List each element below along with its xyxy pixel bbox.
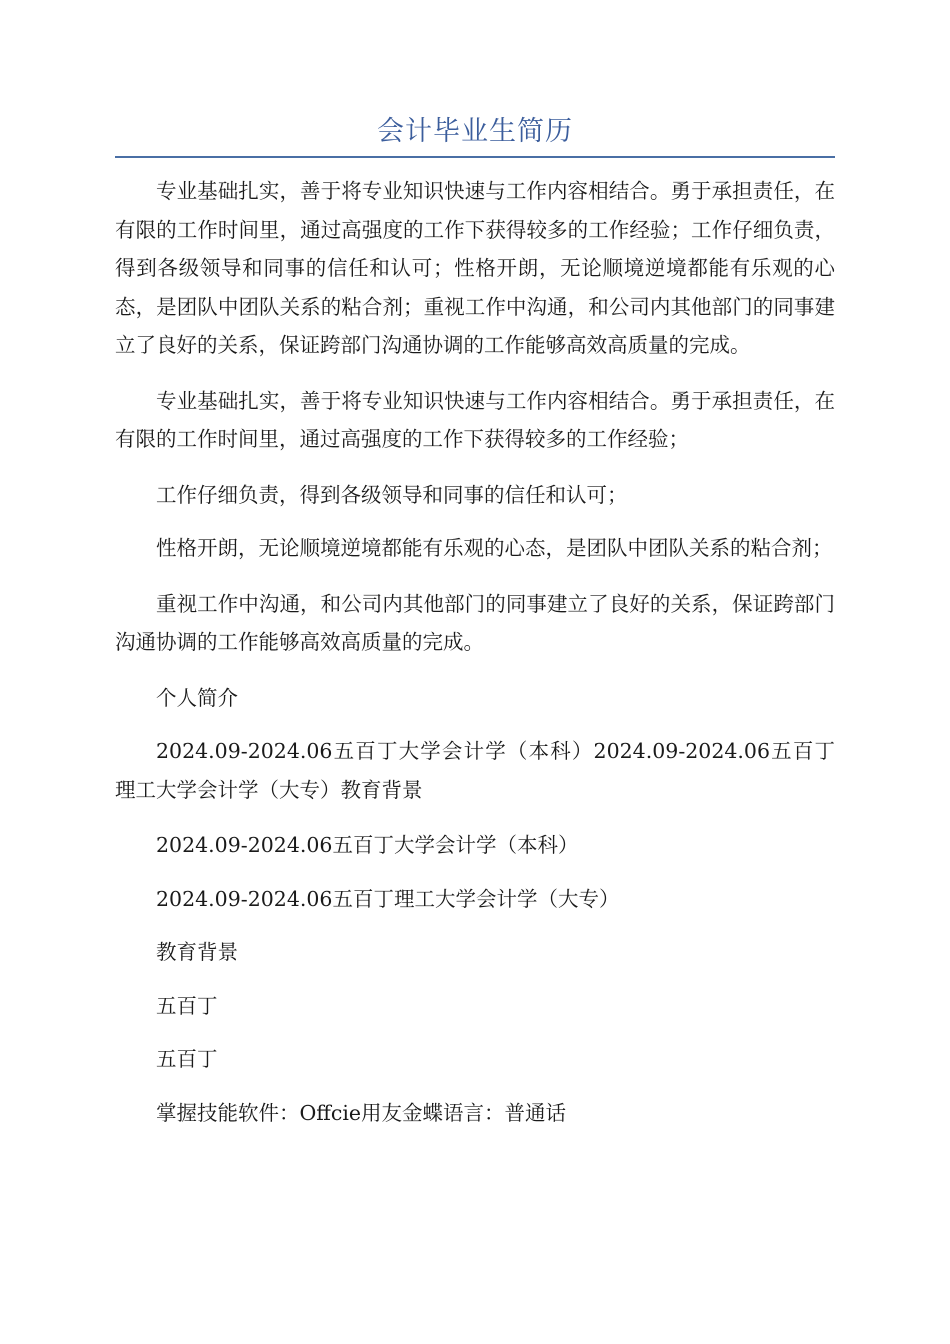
paragraph-communication: 重视工作中沟通，和公司内其他部门的同事建立了良好的关系，保证跨部门沟通协调的工作能够高效高质量的完成。 <box>115 591 835 654</box>
page-title: 会计毕业生简历 <box>377 116 573 147</box>
section-heading-education: 教育背景 <box>156 940 238 964</box>
name-line: 五百丁 <box>156 1047 218 1071</box>
paragraph-diligence: 工作仔细负责，得到各级领导和同事的信任和认可； <box>156 482 628 507</box>
summary-paragraph: 专业基础扎实，善于将专业知识快速与工作内容相结合。勇于承担责任，在有限的工作时间里，通过高强度的工作下获得较多的工作经验；工作仔细负责，得到各级领导和同事的信任和认可；性格开朗，无论顺境逆境都能有乐观的心态，是团队中团队关系的粘合剂；重视工作中沟通，和公司内其他部门的同事建立了良好的关系，保证跨部门沟通协调的工作能够高效高质量的完成。 <box>115 179 835 357</box>
skills-line: 掌握技能软件：Offcie用友金蝶语言：普通话 <box>156 1100 567 1125</box>
paragraph-strengths: 专业基础扎实，善于将专业知识快速与工作内容相结合。勇于承担责任，在有限的工作时间里，通过高强度的工作下获得较多的工作经验； <box>115 388 835 451</box>
title-block <box>115 112 835 158</box>
education-item: 2024.09-2024.06五百丁理工大学会计学（大专） <box>156 886 620 911</box>
education-summary: 2024.09-2024.06五百丁大学会计学（本科）2024.09-2024.06五百丁理工大学会计学（大专）教育背景 <box>115 739 835 802</box>
document-body <box>115 172 835 1147</box>
section-heading-profile: 个人简介 <box>156 685 238 710</box>
education-item: 2024.09-2024.06五百丁大学会计学（本科） <box>156 833 579 857</box>
paragraph-personality: 性格开朗，无论顺境逆境都能有乐观的心态，是团队中团队关系的粘合剂； <box>156 536 833 560</box>
name-line: 五百丁 <box>156 993 218 1018</box>
